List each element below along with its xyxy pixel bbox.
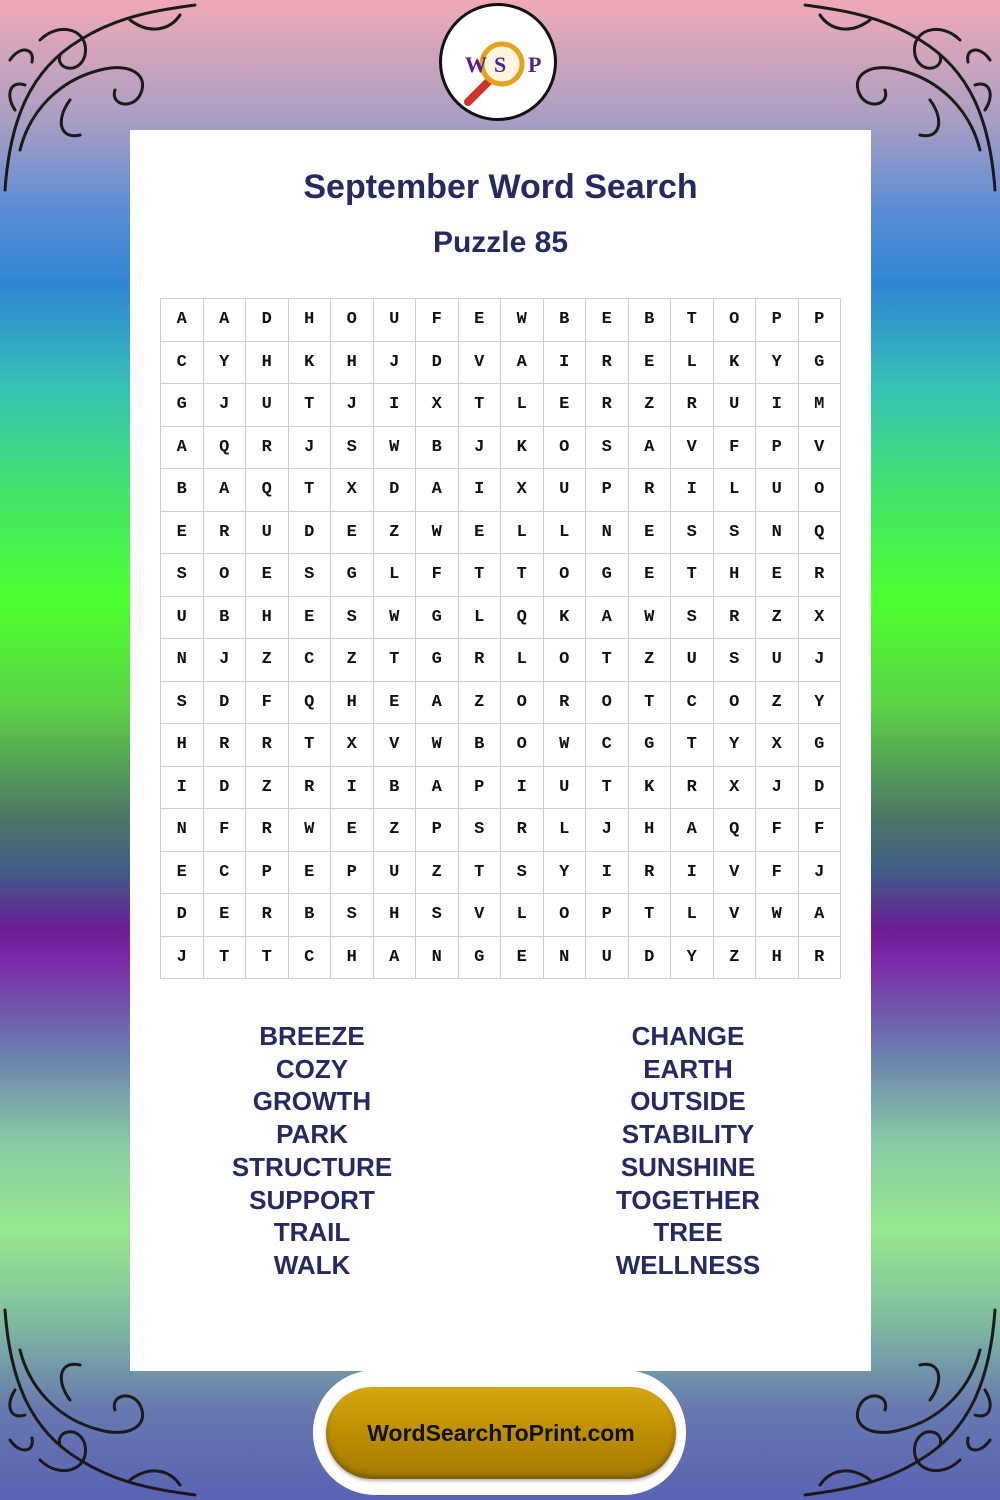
grid-cell[interactable]: O bbox=[501, 724, 544, 767]
grid-cell[interactable]: B bbox=[416, 427, 459, 470]
grid-cell[interactable]: E bbox=[629, 342, 672, 385]
grid-cell[interactable]: O bbox=[204, 554, 247, 597]
grid-cell[interactable]: D bbox=[204, 767, 247, 810]
grid-cell[interactable]: G bbox=[416, 597, 459, 640]
grid-cell[interactable]: T bbox=[459, 384, 502, 427]
grid-cell[interactable]: Z bbox=[756, 597, 799, 640]
grid-cell[interactable]: Z bbox=[246, 767, 289, 810]
grid-cell[interactable]: D bbox=[416, 342, 459, 385]
grid-cell[interactable]: X bbox=[714, 767, 757, 810]
grid-cell[interactable]: V bbox=[459, 342, 502, 385]
logo-letter-p: P bbox=[528, 52, 542, 77]
grid-cell[interactable]: X bbox=[416, 384, 459, 427]
grid-cell[interactable]: U bbox=[374, 299, 417, 342]
grid-cell[interactable]: X bbox=[331, 724, 374, 767]
grid-cell[interactable]: H bbox=[161, 724, 204, 767]
logo-letter-w: W bbox=[465, 52, 487, 77]
grid-cell[interactable]: G bbox=[331, 554, 374, 597]
grid-cell[interactable]: O bbox=[544, 639, 587, 682]
grid-cell[interactable]: C bbox=[289, 639, 332, 682]
grid-cell[interactable]: W bbox=[289, 809, 332, 852]
grid-cell[interactable]: C bbox=[161, 342, 204, 385]
grid-cell[interactable]: E bbox=[544, 384, 587, 427]
grid-cell[interactable]: F bbox=[799, 809, 842, 852]
grid-cell[interactable]: A bbox=[629, 427, 672, 470]
grid-cell[interactable]: A bbox=[416, 469, 459, 512]
grid-cell[interactable]: U bbox=[671, 639, 714, 682]
grid-cell[interactable]: C bbox=[289, 937, 332, 980]
grid-cell[interactable]: G bbox=[799, 724, 842, 767]
grid-cell[interactable]: Y bbox=[671, 937, 714, 980]
grid-cell[interactable]: H bbox=[246, 597, 289, 640]
grid-cell[interactable]: B bbox=[161, 469, 204, 512]
grid-cell[interactable]: R bbox=[714, 597, 757, 640]
grid-cell[interactable]: P bbox=[246, 852, 289, 895]
grid-cell[interactable]: B bbox=[544, 299, 587, 342]
grid-cell[interactable]: P bbox=[586, 894, 629, 937]
grid-cell[interactable]: W bbox=[374, 427, 417, 470]
word-item: BREEZE bbox=[259, 1021, 365, 1051]
grid-cell[interactable]: T bbox=[629, 894, 672, 937]
word-item: TOGETHER bbox=[616, 1184, 760, 1215]
grid-cell[interactable]: Z bbox=[629, 639, 672, 682]
grid-cell[interactable]: S bbox=[331, 894, 374, 937]
grid-cell[interactable]: A bbox=[416, 767, 459, 810]
grid-cell[interactable]: O bbox=[544, 427, 587, 470]
grid-cell[interactable]: H bbox=[331, 342, 374, 385]
word-item: COZY bbox=[275, 1053, 349, 1084]
grid-cell[interactable]: L bbox=[374, 554, 417, 597]
magnifier-icon bbox=[442, 6, 554, 118]
grid-cell[interactable]: C bbox=[204, 852, 247, 895]
grid-cell[interactable]: S bbox=[331, 427, 374, 470]
grid-cell[interactable]: S bbox=[671, 597, 714, 640]
grid-cell[interactable]: U bbox=[246, 384, 289, 427]
puzzle-sheet bbox=[130, 130, 871, 1371]
grid-cell[interactable]: G bbox=[799, 342, 842, 385]
grid-cell[interactable]: N bbox=[161, 639, 204, 682]
grid-cell[interactable]: V bbox=[671, 427, 714, 470]
grid-cell[interactable]: R bbox=[586, 342, 629, 385]
grid-cell[interactable]: H bbox=[714, 554, 757, 597]
grid-cell[interactable]: U bbox=[586, 937, 629, 980]
grid-cell[interactable]: T bbox=[501, 554, 544, 597]
grid-cell[interactable]: F bbox=[246, 682, 289, 725]
grid-cell[interactable]: T bbox=[671, 554, 714, 597]
grid-cell[interactable]: I bbox=[756, 384, 799, 427]
grid-cell[interactable]: U bbox=[544, 767, 587, 810]
grid-cell[interactable]: H bbox=[629, 809, 672, 852]
grid-cell[interactable]: P bbox=[416, 809, 459, 852]
grid-cell[interactable]: L bbox=[544, 809, 587, 852]
grid-cell[interactable]: P bbox=[586, 469, 629, 512]
site-logo[interactable] bbox=[439, 3, 557, 121]
grid-cell[interactable]: H bbox=[289, 299, 332, 342]
grid-cell[interactable]: R bbox=[799, 937, 842, 980]
page-title: September Word Search bbox=[303, 168, 698, 206]
word-item: SUPPORT bbox=[249, 1184, 375, 1215]
grid-cell[interactable]: R bbox=[204, 724, 247, 767]
grid-cell[interactable]: W bbox=[416, 512, 459, 555]
grid-cell[interactable]: M bbox=[799, 384, 842, 427]
grid-cell[interactable]: T bbox=[246, 937, 289, 980]
grid-cell[interactable]: A bbox=[671, 809, 714, 852]
word-list-left bbox=[162, 1020, 462, 1282]
word-item: GROWTH bbox=[252, 1086, 372, 1117]
grid-cell[interactable]: B bbox=[374, 767, 417, 810]
grid-cell[interactable]: W bbox=[544, 724, 587, 767]
grid-cell[interactable]: E bbox=[161, 512, 204, 555]
grid-cell[interactable]: F bbox=[714, 427, 757, 470]
grid-cell[interactable]: Y bbox=[756, 342, 799, 385]
grid-cell[interactable]: P bbox=[756, 427, 799, 470]
logo-letter-s: S bbox=[494, 52, 507, 77]
grid-cell[interactable]: Y bbox=[714, 724, 757, 767]
grid-cell[interactable]: A bbox=[161, 427, 204, 470]
grid-cell[interactable]: E bbox=[459, 512, 502, 555]
grid-cell[interactable]: Z bbox=[459, 682, 502, 725]
grid-cell[interactable]: O bbox=[544, 554, 587, 597]
grid-cell[interactable]: E bbox=[459, 299, 502, 342]
grid-cell[interactable]: D bbox=[289, 512, 332, 555]
grid-cell[interactable]: Q bbox=[289, 682, 332, 725]
grid-cell[interactable]: B bbox=[629, 299, 672, 342]
grid-cell[interactable]: H bbox=[331, 937, 374, 980]
grid-cell[interactable]: Y bbox=[204, 342, 247, 385]
grid-cell[interactable]: A bbox=[586, 597, 629, 640]
grid-cell[interactable]: L bbox=[671, 342, 714, 385]
grid-cell[interactable]: L bbox=[501, 512, 544, 555]
grid-cell[interactable]: A bbox=[161, 299, 204, 342]
grid-cell[interactable]: R bbox=[586, 384, 629, 427]
grid-cell[interactable]: D bbox=[161, 894, 204, 937]
grid-cell[interactable]: U bbox=[544, 469, 587, 512]
grid-cell[interactable]: I bbox=[459, 469, 502, 512]
grid-cell[interactable]: E bbox=[756, 554, 799, 597]
grid-cell[interactable]: A bbox=[204, 469, 247, 512]
grid-cell[interactable]: F bbox=[756, 852, 799, 895]
grid-cell[interactable]: I bbox=[544, 342, 587, 385]
grid-cell[interactable]: R bbox=[501, 809, 544, 852]
grid-cell[interactable]: S bbox=[416, 894, 459, 937]
word-item: OUTSIDE bbox=[630, 1086, 746, 1117]
grid-cell[interactable]: Q bbox=[501, 597, 544, 640]
grid-cell[interactable]: R bbox=[246, 809, 289, 852]
grid-cell[interactable]: T bbox=[586, 767, 629, 810]
letter-grid[interactable] bbox=[160, 298, 841, 979]
grid-cell[interactable]: I bbox=[586, 852, 629, 895]
grid-cell[interactable]: V bbox=[459, 894, 502, 937]
grid-cell[interactable]: L bbox=[671, 894, 714, 937]
grid-cell[interactable]: K bbox=[501, 427, 544, 470]
grid-cell[interactable]: X bbox=[501, 469, 544, 512]
grid-cell[interactable]: T bbox=[671, 724, 714, 767]
grid-cell[interactable]: R bbox=[629, 469, 672, 512]
word-item: SUNSHINE bbox=[620, 1151, 756, 1182]
grid-cell[interactable]: U bbox=[756, 639, 799, 682]
grid-cell[interactable]: G bbox=[629, 724, 672, 767]
footer-site-name: WordSearchToPrint.com bbox=[367, 1419, 635, 1446]
grid-cell[interactable]: O bbox=[799, 469, 842, 512]
grid-cell[interactable]: E bbox=[501, 937, 544, 980]
grid-cell[interactable]: I bbox=[161, 767, 204, 810]
grid-cell[interactable]: I bbox=[671, 469, 714, 512]
grid-cell[interactable]: J bbox=[204, 639, 247, 682]
grid-cell[interactable]: T bbox=[459, 554, 502, 597]
grid-cell[interactable]: T bbox=[204, 937, 247, 980]
grid-cell[interactable]: V bbox=[799, 427, 842, 470]
puzzle-number: Puzzle 85 bbox=[432, 226, 569, 259]
grid-cell[interactable]: W bbox=[416, 724, 459, 767]
grid-cell[interactable]: X bbox=[756, 724, 799, 767]
grid-cell[interactable]: S bbox=[161, 682, 204, 725]
grid-cell[interactable]: X bbox=[799, 597, 842, 640]
grid-cell[interactable]: B bbox=[459, 724, 502, 767]
grid-cell[interactable]: S bbox=[714, 512, 757, 555]
grid-cell[interactable]: Y bbox=[799, 682, 842, 725]
grid-cell[interactable]: W bbox=[374, 597, 417, 640]
grid-cell[interactable]: U bbox=[161, 597, 204, 640]
grid-cell[interactable]: Q bbox=[246, 469, 289, 512]
grid-cell[interactable]: Z bbox=[331, 639, 374, 682]
grid-cell[interactable]: Z bbox=[246, 639, 289, 682]
grid-cell[interactable]: D bbox=[246, 299, 289, 342]
grid-cell[interactable]: Q bbox=[204, 427, 247, 470]
word-item: PARK bbox=[276, 1119, 348, 1150]
grid-cell[interactable]: J bbox=[331, 384, 374, 427]
grid-cell[interactable]: T bbox=[586, 639, 629, 682]
grid-cell[interactable]: U bbox=[374, 852, 417, 895]
grid-cell[interactable]: D bbox=[204, 682, 247, 725]
grid-cell[interactable]: L bbox=[459, 597, 502, 640]
grid-cell[interactable]: N bbox=[416, 937, 459, 980]
grid-cell[interactable]: O bbox=[714, 299, 757, 342]
grid-cell[interactable]: U bbox=[714, 384, 757, 427]
grid-cell[interactable]: J bbox=[161, 937, 204, 980]
word-item: TREE bbox=[653, 1217, 723, 1248]
grid-cell[interactable]: Q bbox=[714, 809, 757, 852]
grid-cell[interactable]: R bbox=[246, 724, 289, 767]
grid-cell[interactable]: A bbox=[204, 299, 247, 342]
grid-cell[interactable]: H bbox=[246, 342, 289, 385]
word-item: EARTH bbox=[643, 1053, 733, 1084]
grid-cell[interactable]: R bbox=[544, 682, 587, 725]
grid-cell[interactable]: R bbox=[671, 767, 714, 810]
grid-cell[interactable]: Z bbox=[374, 809, 417, 852]
word-item: WALK bbox=[273, 1249, 351, 1280]
grid-cell[interactable]: R bbox=[246, 427, 289, 470]
grid-cell[interactable]: R bbox=[629, 852, 672, 895]
grid-cell[interactable]: P bbox=[331, 852, 374, 895]
grid-cell[interactable]: A bbox=[374, 937, 417, 980]
grid-cell[interactable]: J bbox=[289, 427, 332, 470]
grid-cell[interactable]: A bbox=[799, 894, 842, 937]
grid-cell[interactable]: S bbox=[714, 639, 757, 682]
grid-cell[interactable]: H bbox=[331, 682, 374, 725]
grid-cell[interactable]: A bbox=[501, 342, 544, 385]
grid-cell[interactable]: L bbox=[501, 894, 544, 937]
grid-cell[interactable]: J bbox=[459, 427, 502, 470]
grid-cell[interactable]: W bbox=[501, 299, 544, 342]
grid-cell[interactable]: G bbox=[459, 937, 502, 980]
grid-cell[interactable]: G bbox=[586, 554, 629, 597]
grid-cell[interactable]: S bbox=[331, 597, 374, 640]
grid-cell[interactable]: O bbox=[586, 682, 629, 725]
footer-banner[interactable] bbox=[326, 1387, 676, 1479]
grid-cell[interactable]: T bbox=[629, 682, 672, 725]
grid-cell[interactable]: S bbox=[289, 554, 332, 597]
grid-cell[interactable]: N bbox=[586, 512, 629, 555]
grid-cell[interactable]: R bbox=[459, 639, 502, 682]
grid-cell[interactable]: S bbox=[501, 852, 544, 895]
grid-cell[interactable]: K bbox=[714, 342, 757, 385]
grid-cell[interactable]: L bbox=[501, 639, 544, 682]
grid-cell[interactable]: G bbox=[161, 384, 204, 427]
grid-cell[interactable]: F bbox=[416, 554, 459, 597]
grid-cell[interactable]: P bbox=[756, 299, 799, 342]
grid-cell[interactable]: E bbox=[161, 852, 204, 895]
word-item: TRAIL bbox=[273, 1217, 351, 1248]
word-item: STRUCTURE bbox=[231, 1151, 393, 1182]
grid-cell[interactable]: K bbox=[289, 342, 332, 385]
grid-cell[interactable]: S bbox=[586, 427, 629, 470]
grid-cell[interactable]: F bbox=[756, 809, 799, 852]
grid-cell[interactable]: Y bbox=[544, 852, 587, 895]
grid-cell[interactable]: X bbox=[331, 469, 374, 512]
grid-cell[interactable]: N bbox=[161, 809, 204, 852]
grid-cell[interactable]: J bbox=[799, 852, 842, 895]
grid-cell[interactable]: G bbox=[416, 639, 459, 682]
grid-cell[interactable]: T bbox=[289, 724, 332, 767]
grid-cell[interactable]: N bbox=[756, 512, 799, 555]
grid-cell[interactable]: O bbox=[501, 682, 544, 725]
grid-cell[interactable]: L bbox=[501, 384, 544, 427]
grid-cell[interactable]: L bbox=[714, 469, 757, 512]
grid-cell[interactable]: E bbox=[331, 512, 374, 555]
grid-cell[interactable]: R bbox=[204, 512, 247, 555]
grid-cell[interactable]: O bbox=[331, 299, 374, 342]
grid-cell[interactable]: E bbox=[289, 597, 332, 640]
grid-cell[interactable]: Q bbox=[799, 512, 842, 555]
grid-cell[interactable]: E bbox=[289, 852, 332, 895]
grid-cell[interactable]: Z bbox=[714, 937, 757, 980]
grid-cell[interactable]: I bbox=[671, 852, 714, 895]
grid-cell[interactable]: P bbox=[459, 767, 502, 810]
grid-cell[interactable]: V bbox=[714, 894, 757, 937]
grid-cell[interactable]: A bbox=[416, 682, 459, 725]
grid-cell[interactable]: D bbox=[374, 469, 417, 512]
grid-cell[interactable]: O bbox=[714, 682, 757, 725]
grid-cell[interactable]: P bbox=[799, 299, 842, 342]
grid-cell[interactable]: H bbox=[756, 937, 799, 980]
word-item: CHANGE bbox=[631, 1021, 745, 1051]
grid-cell[interactable]: E bbox=[204, 894, 247, 937]
word-list-right bbox=[538, 1020, 838, 1282]
grid-cell[interactable]: B bbox=[289, 894, 332, 937]
grid-cell[interactable]: E bbox=[629, 512, 672, 555]
grid-cell[interactable]: T bbox=[459, 852, 502, 895]
grid-cell[interactable]: R bbox=[799, 554, 842, 597]
grid-cell[interactable]: N bbox=[544, 937, 587, 980]
word-item: STABILITY bbox=[621, 1119, 755, 1150]
grid-cell[interactable]: R bbox=[671, 384, 714, 427]
grid-cell[interactable]: E bbox=[246, 554, 289, 597]
grid-cell[interactable]: T bbox=[289, 384, 332, 427]
grid-cell[interactable]: U bbox=[756, 469, 799, 512]
grid-cell[interactable]: I bbox=[374, 384, 417, 427]
grid-cell[interactable]: R bbox=[289, 767, 332, 810]
grid-cell[interactable]: J bbox=[374, 342, 417, 385]
grid-cell[interactable]: Z bbox=[374, 512, 417, 555]
grid-cell[interactable]: D bbox=[629, 937, 672, 980]
grid-cell[interactable]: J bbox=[799, 639, 842, 682]
grid-cell[interactable]: K bbox=[544, 597, 587, 640]
grid-cell[interactable]: Z bbox=[629, 384, 672, 427]
grid-cell[interactable]: S bbox=[671, 512, 714, 555]
grid-cell[interactable]: T bbox=[289, 469, 332, 512]
grid-cell[interactable]: S bbox=[459, 809, 502, 852]
grid-cell[interactable]: F bbox=[204, 809, 247, 852]
grid-cell[interactable]: W bbox=[756, 894, 799, 937]
grid-cell[interactable]: D bbox=[799, 767, 842, 810]
grid-cell[interactable]: I bbox=[501, 767, 544, 810]
grid-cell[interactable]: K bbox=[629, 767, 672, 810]
grid-cell[interactable]: I bbox=[331, 767, 374, 810]
grid-cell[interactable]: Z bbox=[416, 852, 459, 895]
grid-cell[interactable]: L bbox=[544, 512, 587, 555]
grid-cell[interactable]: B bbox=[204, 597, 247, 640]
grid-cell[interactable]: E bbox=[586, 299, 629, 342]
grid-cell[interactable]: C bbox=[586, 724, 629, 767]
grid-cell[interactable]: H bbox=[374, 894, 417, 937]
grid-cell[interactable]: U bbox=[246, 512, 289, 555]
grid-cell[interactable]: E bbox=[629, 554, 672, 597]
grid-cell[interactable]: V bbox=[714, 852, 757, 895]
grid-cell[interactable]: V bbox=[374, 724, 417, 767]
grid-cell[interactable]: F bbox=[416, 299, 459, 342]
grid-cell[interactable]: J bbox=[204, 384, 247, 427]
word-item: WELLNESS bbox=[615, 1249, 761, 1280]
grid-cell[interactable]: C bbox=[671, 682, 714, 725]
grid-cell[interactable]: W bbox=[629, 597, 672, 640]
grid-cell[interactable]: J bbox=[756, 767, 799, 810]
grid-cell[interactable]: O bbox=[544, 894, 587, 937]
grid-cell[interactable]: Z bbox=[756, 682, 799, 725]
grid-cell[interactable]: E bbox=[331, 809, 374, 852]
grid-cell[interactable]: T bbox=[671, 299, 714, 342]
grid-cell[interactable]: E bbox=[374, 682, 417, 725]
grid-cell[interactable]: R bbox=[246, 894, 289, 937]
grid-cell[interactable]: S bbox=[161, 554, 204, 597]
grid-cell[interactable]: T bbox=[374, 639, 417, 682]
grid-cell[interactable]: J bbox=[586, 809, 629, 852]
